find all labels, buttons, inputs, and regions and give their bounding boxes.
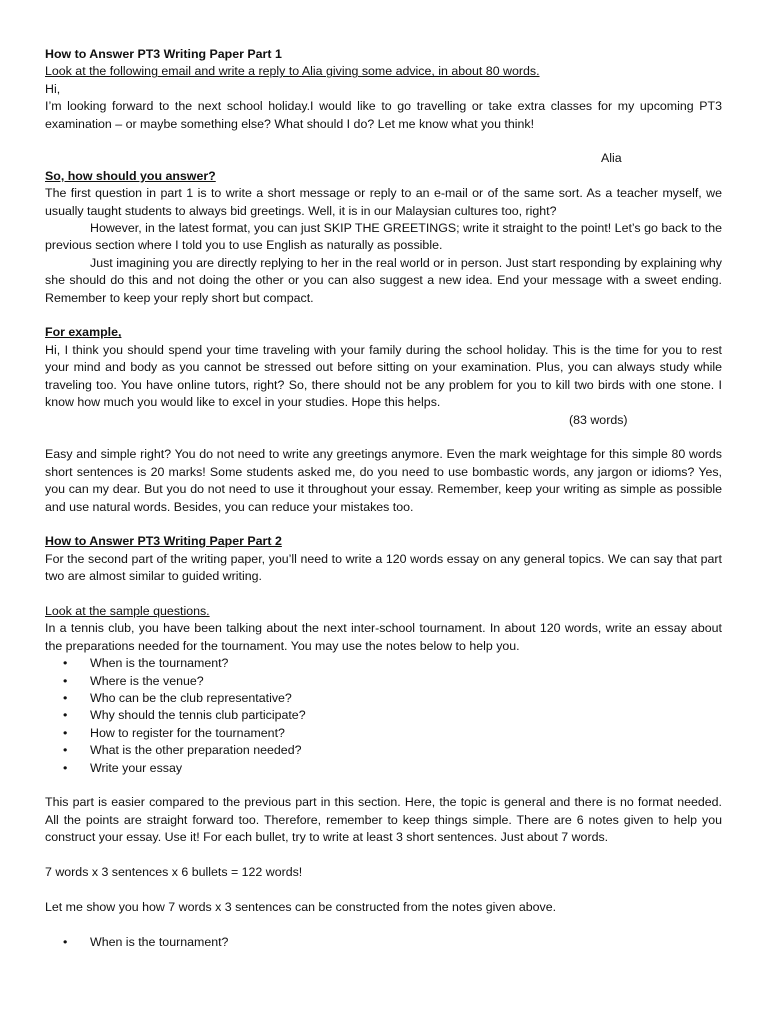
bullet-icon: •: [63, 743, 68, 758]
bullet-icon: •: [63, 708, 68, 723]
example-heading: For example,: [45, 325, 122, 340]
spacer: [45, 916, 722, 933]
part2-intro: For the second part of the writing paper, you’ll need to write a 120 words essay on any general topics. We can say that part two are almost similar to guided writing.: [45, 551, 722, 584]
bullet-icon: •: [63, 725, 68, 740]
part2-title: How to Answer PT3 Writing Paper Part 2: [45, 534, 282, 549]
formula-line: 7 words x 3 sentences x 6 bullets = 122 words!: [45, 864, 303, 879]
part1-instruction: Look at the following email and write a reply to Alia giving some advice, in about 80 words.: [45, 64, 540, 79]
list-item: • Who can be the club representative?: [90, 690, 722, 707]
list-item: • When is the tournament?: [90, 655, 722, 672]
bullet-icon: •: [63, 690, 68, 705]
bullet-icon: •: [63, 673, 68, 688]
list-item: • Where is the venue?: [90, 673, 722, 690]
bullet-icon: •: [63, 760, 68, 775]
easy-paragraph: Easy and simple right? You do not need to write any greetings anymore. Even the mark weightage for this simple 80 words short sentences is 20 marks! Some students asked me, do you need to use bombastic words, any jargon or idioms? Yes, you can my dear. But you do not need to use it throughout your essay. Remember, keep your writing as simple as possible and use natural words. Besides, you can reduce your mistakes too.: [45, 447, 722, 514]
sample-questions-heading: Look at the sample questions.: [45, 603, 210, 618]
how-to-answer-heading: So, how should you answer?: [45, 168, 216, 183]
spacer: [45, 777, 722, 794]
bullet-icon: •: [63, 656, 68, 671]
spacer: [45, 307, 722, 324]
how-paragraph-1: The first question in part 1 is to write a short message or reply to an e-mail or of the same sort. As a teacher myself, we usually taught students to always bid greetings. Well, it is in our Malaysian cultures too, right?: [45, 186, 722, 218]
spacer: [45, 847, 722, 864]
how-paragraph-3: Just imagining you are directly replying to her in the real world or in person. Just start responding by explaining why she should do this and not doing the other or you can also suggest a new idea. End your message with a sweet ending. Remember to keep your reply short but compact.: [45, 255, 722, 305]
word-count: (83 words): [569, 412, 628, 427]
list-item: • When is the tournament?: [90, 934, 722, 951]
easier-paragraph: This part is easier compared to the previous part in this section. Here, the topic is general and there is no format needed. All the points are straight forward too. Therefore, remember to keep things simple. There are 6 notes given to help you construct your essay. Use it! For each bullet, try to write at least 3 short sentences. Just about 7 words.: [45, 795, 722, 845]
example-notes-list: [45, 934, 722, 951]
spacer: [45, 516, 722, 533]
email-body: I’m looking forward to the next school holiday.I would like to go travelling or take extra classes for my upcoming PT3 examination – or maybe something else? What should I do? Let me know what you think!: [45, 99, 722, 131]
list-item: • What is the other preparation needed?: [90, 742, 722, 759]
example-text: Hi, I think you should spend your time traveling with your family during the school holiday. This is the time for you to rest your mind and body as you cannot be stressed out before sitting on your examination. Plus, you can always study while traveling too. You have online tutors, right? So, there should not be any problem for you to kill two birds with one stone. I know how much you would like to excel in your studies. Hope this helps.: [45, 342, 722, 410]
list-item: • Write your essay: [90, 760, 722, 777]
email-signature: Alia: [601, 151, 622, 166]
bullet-icon: •: [63, 934, 68, 949]
spacer: [45, 133, 722, 150]
part1-title: How to Answer PT3 Writing Paper Part 1: [45, 47, 282, 61]
email-greeting: Hi,: [45, 81, 61, 96]
notes-list: [45, 655, 722, 777]
sample-question-text: In a tennis club, you have been talking about the next inter-school tournament. In about 120 words, write an essay about the preparations needed for the tournament. You may use the notes below to help you.: [45, 621, 722, 653]
show-paragraph: Let me show you how 7 words x 3 sentences can be constructed from the notes given above.: [45, 899, 557, 914]
how-paragraph-2: However, in the latest format, you can just SKIP THE GREETINGS; write it straight to the point! Let’s go back to the previous section where I told you to use English as naturally as possible.: [45, 221, 722, 253]
list-item: • Why should the tennis club participate?: [90, 707, 722, 724]
document-page: [45, 46, 722, 951]
spacer: [45, 429, 722, 446]
list-item: • How to register for the tournament?: [90, 725, 722, 742]
spacer: [45, 586, 722, 603]
spacer: [45, 881, 722, 898]
